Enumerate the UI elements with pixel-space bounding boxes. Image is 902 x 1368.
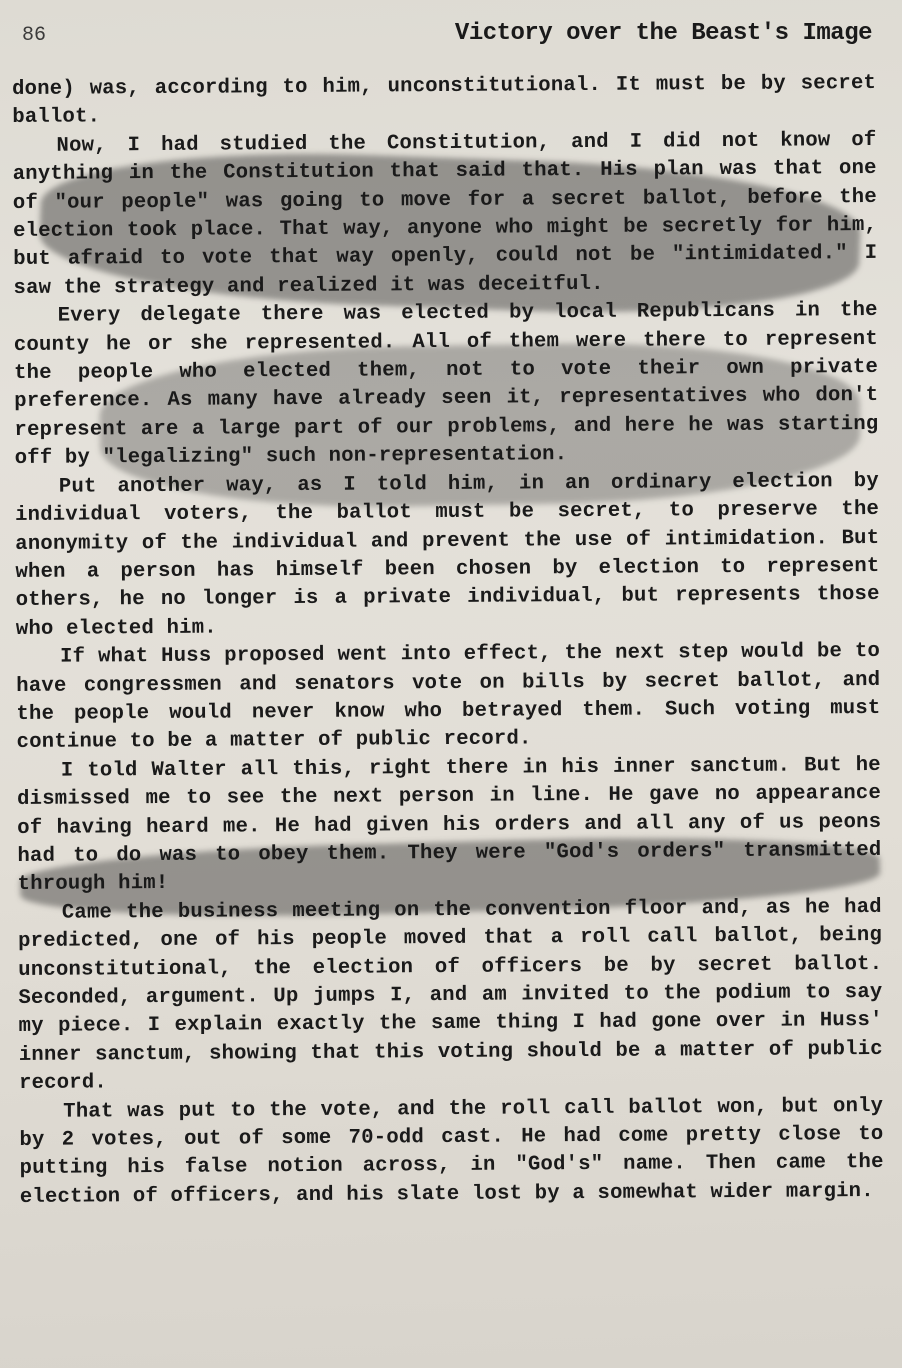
paragraph: That was put to the vote, and the roll call ballot won, but only by 2 votes, out of some 70-odd cast. He had come pretty close to putting his false notion across, in "God's" name. Then came the election of officers, and his slate lost by a somewhat wider margin. bbox=[19, 1094, 884, 1209]
page-number: 86 bbox=[22, 24, 47, 47]
paragraph: Put another way, as I told him, in an ordinary election by individual voters, the ballot must be secret, to preserve the anonymity of the individual and prevent the use of intimidation. But when a person has himself been chosen by election to represent others, he no longer is a private individual, but represents those who elected him. bbox=[14, 469, 880, 641]
paragraph: Every delegate there was elected by local Republicans in the county he or she represented. All of them were there to represent the people who elected them, not to vote their own private preference. As many have already seen it, representatives who don't represent are a large part of our problems, and here he was starting off by "legalizing" such non-representation. bbox=[13, 299, 879, 471]
page-header bbox=[22, 20, 872, 56]
paragraph: If what Huss proposed went into effect, the next step would be to have congressmen and senators vote on bills by secret ballot, and the people would never know who betrayed them. Such voting must continue to be a matter of public record. bbox=[16, 640, 881, 755]
paragraph: Came the business meeting on the convention floor and, as he had predicted, one of his people moved that a roll call ballot, being unconstitutional, the election of officers be by secret ballot. Seconded, argument. Up jumps I, and am invited to the podium to say my piece. I explain exactly the same thing I had gone over in Huss' inner sanctum, showing that this voting should be a matter of public record. bbox=[17, 895, 883, 1096]
running-title: Victory over the Beast's Image bbox=[454, 20, 872, 47]
paragraph: Now, I had studied the Constitution, and I did not know of anything in the Constitution that said that. His plan was that one of "our people" was going to move for a secret ballot, before the election took place. That way, anyone who might be secretly for him, but afraid to vote that way openly, could not be "intimidated." I saw the strategy and realized it was deceitful. bbox=[12, 128, 878, 300]
paragraph: done) was, according to him, unconstitutional. It must be by secret ballot. bbox=[12, 71, 877, 130]
body-text bbox=[12, 70, 884, 1212]
paragraph: I told Walter all this, right there in his inner sanctum. But he dismissed me to see the next person in line. He gave no appearance of having heard me. He had given his orders and all any of us peons had to do was to obey them. They were "God's orders" transmitted through him! bbox=[16, 753, 882, 897]
